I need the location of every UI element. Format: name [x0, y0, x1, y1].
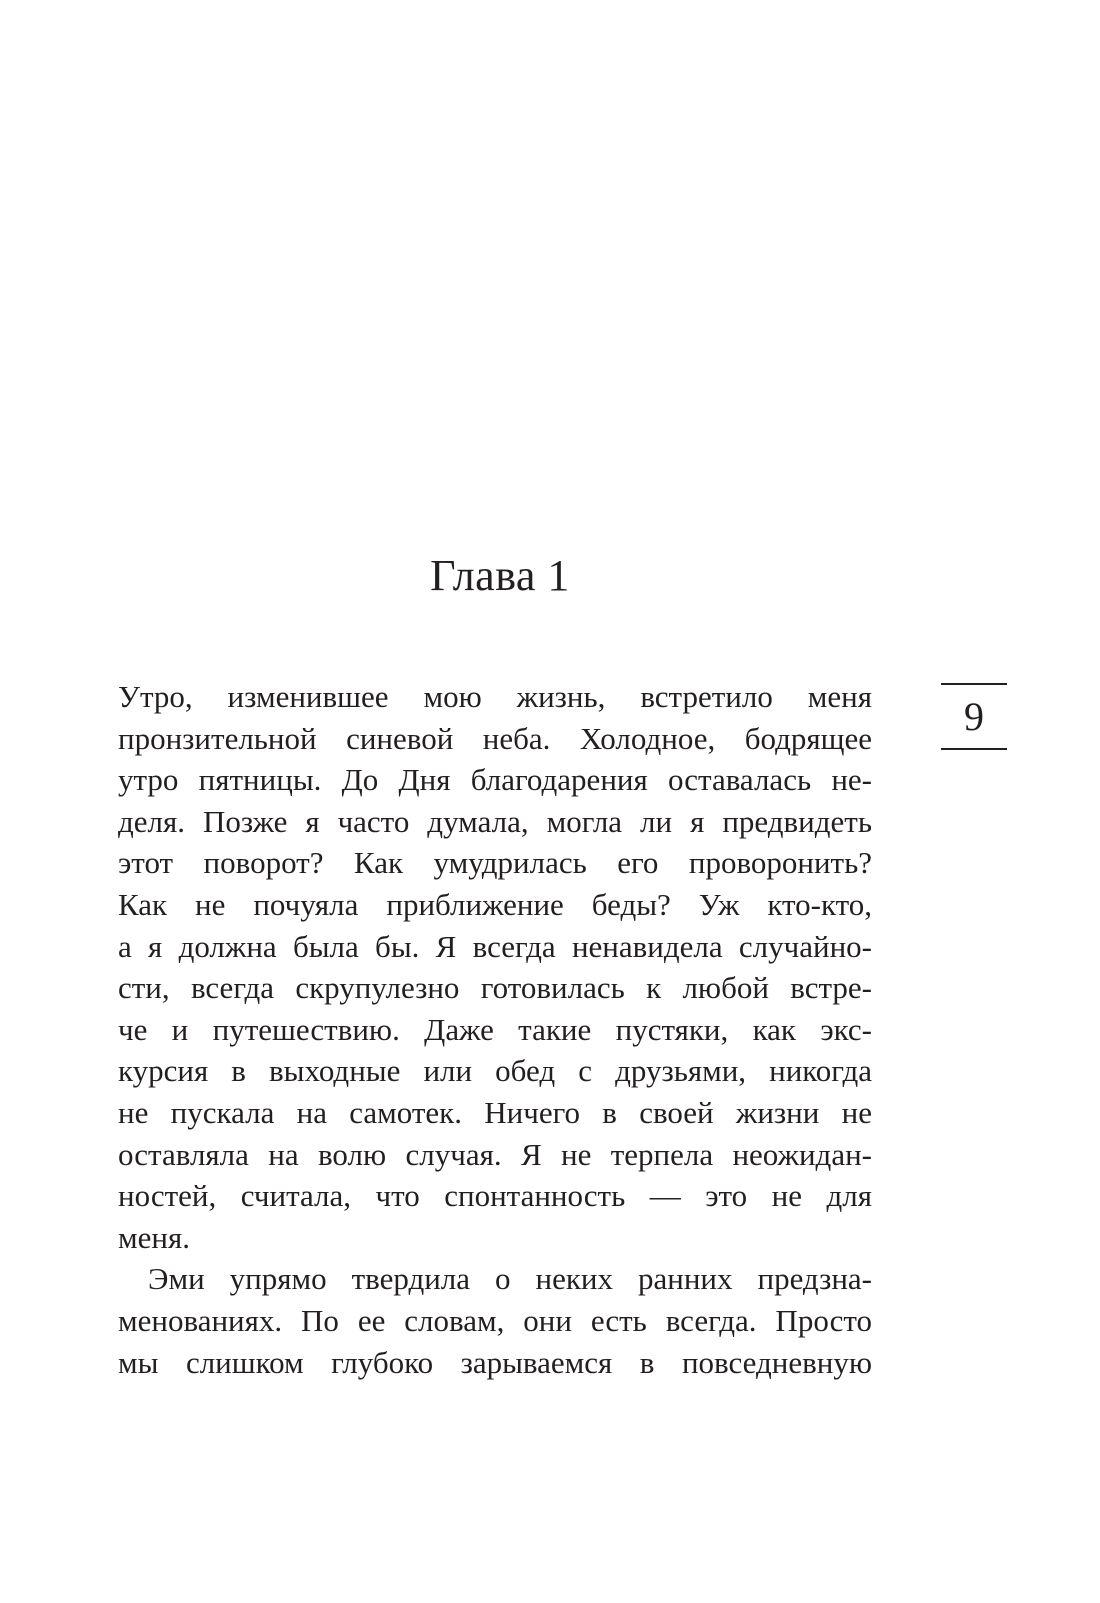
text-line: Эми упрямо твердила о неких ранних предзна- — [148, 1261, 872, 1297]
text-line: а я должна была бы. Я всегда ненавидела случайно- — [118, 928, 872, 964]
text-line: менованиях. По ее словам, они есть всегда. Просто — [118, 1302, 872, 1338]
text-line: деля. Позже я часто думала, могла ли я предвидеть — [118, 803, 872, 839]
text-line: меня. — [118, 1219, 190, 1255]
page-number-bottom-rule — [941, 748, 1007, 750]
body-text — [118, 676, 872, 1383]
text-line: не пускала на самотек. Ничего в своей жизни не — [118, 1094, 872, 1130]
text-line: этот поворот? Как умудрилась его проворонить? — [118, 845, 872, 881]
text-line: ностей, считала, что спонтанность — это не для — [118, 1178, 872, 1214]
page-number-top-rule — [941, 683, 1007, 685]
text-line: утро пятницы. До Дня благодарения оставалась не- — [118, 762, 872, 798]
page-number: 9 — [964, 694, 984, 739]
text-line: Утро, изменившее мою жизнь, встретило меня — [118, 679, 872, 714]
text-line: сти, всегда скрупулезно готовилась к любой встре- — [118, 970, 872, 1006]
text-line: мы слишком глубоко зарываемся в повседневную — [118, 1344, 872, 1380]
text-line: че и путешествию. Даже такие пустяки, как экс- — [118, 1011, 872, 1047]
text-line: курсия в выходные или обед с друзьями, никогда — [118, 1053, 872, 1089]
text-line: пронзительной синевой неба. Холодное, бодрящее — [118, 720, 872, 756]
text-line: оставляла на волю случая. Я не терпела неожидан- — [118, 1136, 872, 1172]
chapter-title: Глава 1 — [430, 551, 570, 600]
page-number-block — [941, 683, 1007, 751]
text-line: Как не почуяла приближение беды? Уж кто-кто, — [118, 886, 872, 922]
